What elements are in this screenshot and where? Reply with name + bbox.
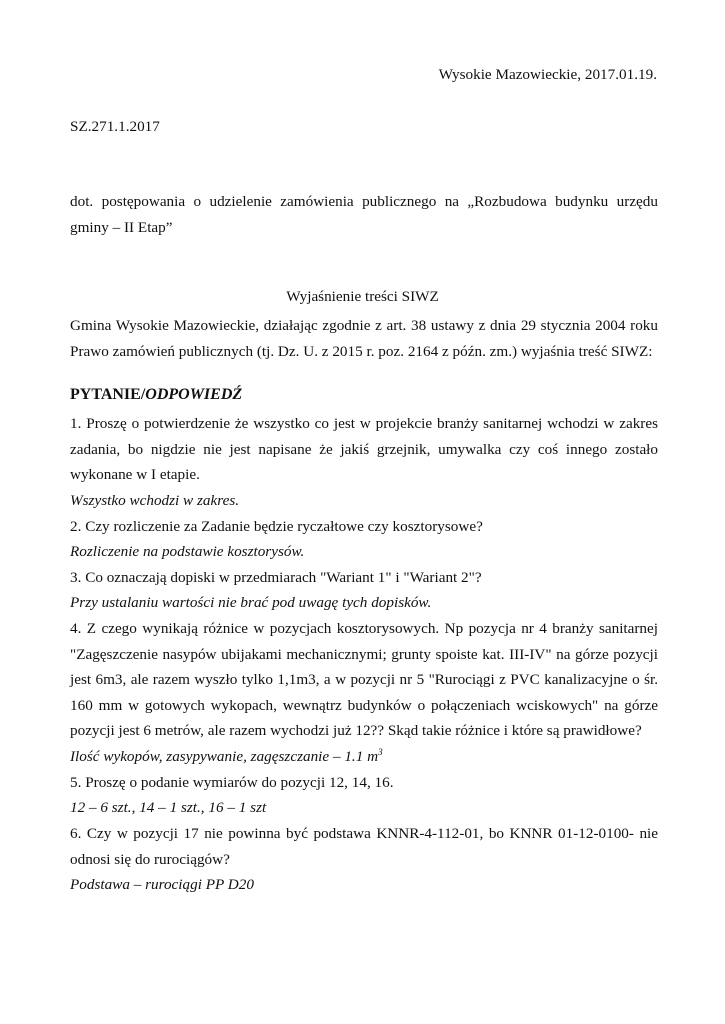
qa-heading-question: PYTANIE/: [70, 386, 146, 403]
question-5: 5. Proszę o podanie wymiarów do pozycji 12, 14, 16.: [70, 774, 394, 791]
answer-5: 12 – 6 szt., 14 – 1 szt., 16 – 1 szt: [70, 799, 267, 816]
question-1: 1. Proszę o potwierdzenie że wszystko co jest w projekcie branży sanitarnej wchodzi w zakres zadania, bo nigdzie nie jest napisane że jakiś grzejnik, umywalka czy coś innego zostało wykonane w I etapie.: [70, 415, 658, 484]
qa-heading-answer: ODPOWIEDŹ: [145, 386, 243, 403]
document-title: Wyjaśnienie treści SIWZ: [286, 288, 439, 305]
answer-4-text: Ilość wykopów, zasypywanie, zagęszczanie – 1.1 m: [70, 748, 379, 765]
answer-6: Podstawa – rurociągi PP D20: [70, 876, 254, 893]
subject-line: dot. postępowania o udzielenie zamówienia publicznego na „Rozbudowa budynku urzędu gminy – II Etap”: [70, 193, 658, 236]
qa-heading: [70, 386, 242, 404]
answer-2: Rozliczenie na podstawie kosztorysów.: [70, 543, 305, 560]
question-4: 4. Z czego wynikają różnice w pozycjach kosztorysowych. Np pozycja nr 4 branży sanitarnej "Zagęszczenie nasypów ubijakami mechanicznymi; grunty spoiste kat. III-IV" na górze pozycji jest 6m3, ale razem wyszło tylko 1,1m3, a w pozycji nr 5 "Rurociągi z PVC kanalizacyjne o śr. 160 mm w gotowych wykopach, wewnątrz budynków o połączeniach wciskowych" na górze pozycji jest 6 metrów, ale razem wychodzi już 12?? Skąd takie różnice i które są prawidłowe?: [70, 620, 658, 740]
question-6: 6. Czy w pozycji 17 nie powinna być podstawa KNNR-4-112-01, bo KNNR 01-12-0100- nie odnosi się do rurociągów?: [70, 825, 658, 868]
reference-number: SZ.271.1.2017: [70, 118, 160, 135]
question-2: 2. Czy rozliczenie za Zadanie będzie ryczałtowe czy kosztorysowe?: [70, 518, 483, 535]
date-line: Wysokie Mazowieckie, 2017.01.19.: [438, 66, 657, 83]
answer-4: [70, 744, 658, 770]
answer-3: Przy ustalaniu wartości nie brać pod uwagę tych dopisków.: [70, 594, 432, 611]
answer-4-superscript: 3: [378, 746, 383, 757]
question-3: 3. Co oznaczają dopiski w przedmiarach "Wariant 1" i "Wariant 2"?: [70, 569, 482, 586]
answer-1: Wszystko wchodzi w zakres.: [70, 492, 240, 509]
intro-paragraph: Gmina Wysokie Mazowieckie, działając zgodnie z art. 38 ustawy z dnia 29 stycznia 2004 roku Prawo zamówień publicznych (tj. Dz. U. z 2015 r. poz. 2164 z późn. zm.) wyjaśnia treść SIWZ:: [70, 317, 658, 360]
